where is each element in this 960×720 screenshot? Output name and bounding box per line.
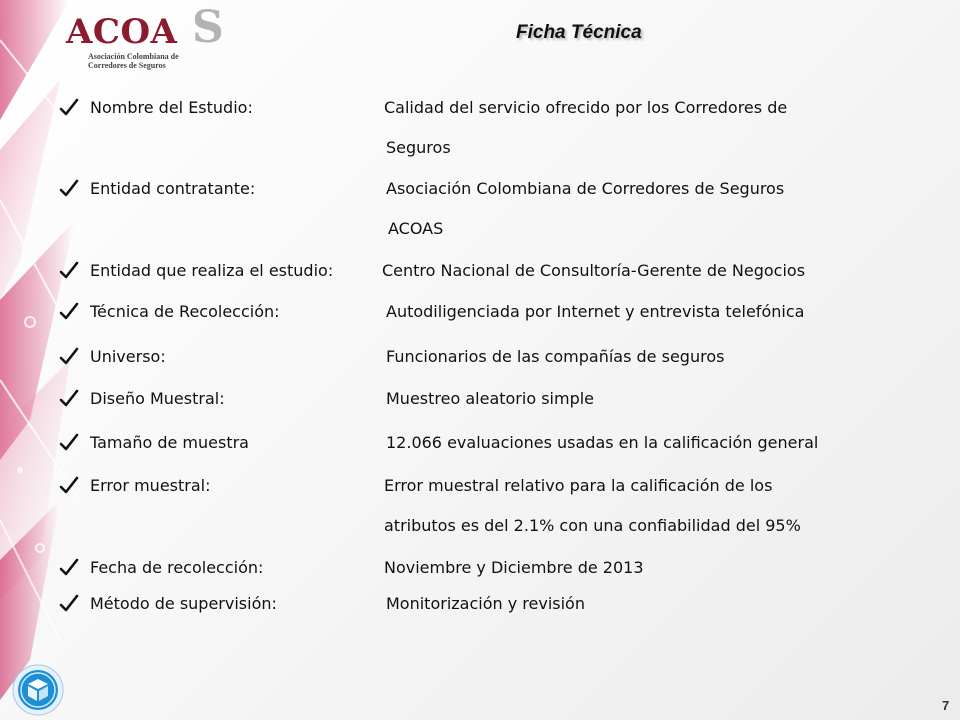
- spec-value: 12.066 evaluaciones usadas en la calificación general: [386, 433, 819, 452]
- logo-s-mark: S: [192, 2, 224, 53]
- page-number: 7: [942, 698, 950, 713]
- spec-label: Nombre del Estudio:: [90, 98, 253, 117]
- spec-value-continued: Seguros: [386, 138, 451, 157]
- spec-value-continued: atributos es del 2.1% con una confiabilidad del 95%: [384, 516, 801, 535]
- checkmark-icon: [58, 301, 80, 323]
- spec-value: Centro Nacional de Consultoría-Gerente de Negocios: [382, 261, 806, 280]
- spec-value: Monitorización y revisión: [386, 594, 585, 613]
- spec-label: Técnica de Recolección:: [90, 302, 280, 321]
- spec-label: Diseño Muestral:: [90, 389, 225, 408]
- page-title: Ficha Técnica: [516, 22, 642, 43]
- spec-label: Método de supervisión:: [90, 594, 277, 613]
- spec-label: Entidad que realiza el estudio:: [90, 261, 334, 280]
- checkmark-icon: [58, 346, 80, 368]
- spec-label: Universo:: [90, 347, 166, 366]
- spec-label: Tamaño de muestra: [90, 433, 249, 452]
- acoas-logo: [66, 2, 226, 72]
- checkmark-icon: [58, 178, 80, 200]
- spec-value: Autodiligenciada por Internet y entrevista telefónica: [386, 302, 805, 321]
- spec-label: Entidad contratante:: [90, 179, 256, 198]
- checkmark-icon: [58, 388, 80, 410]
- spec-value: Funcionarios de las compañías de seguros: [386, 347, 725, 366]
- spec-value: Muestreo aleatorio simple: [386, 389, 595, 408]
- checkmark-icon: [58, 475, 80, 497]
- spec-value: Error muestral relativo para la calificación de los: [384, 476, 773, 495]
- spec-value-continued: ACOAS: [388, 219, 444, 238]
- spec-value: Calidad del servicio ofrecido por los Corredores de: [384, 98, 788, 117]
- logo-subtitle: Asociación Colombiana de Corredores de Seguros: [88, 52, 179, 70]
- checkmark-icon: [58, 97, 80, 119]
- checkmark-icon: [58, 557, 80, 579]
- checkmark-icon: [58, 432, 80, 454]
- spec-value: Noviembre y Diciembre de 2013: [384, 558, 644, 577]
- logo-wordmark: ACOA: [66, 12, 178, 52]
- box-badge-icon: [12, 664, 64, 716]
- checkmark-icon: [58, 593, 80, 615]
- spec-label: Error muestral:: [90, 476, 211, 495]
- spec-value: Asociación Colombiana de Corredores de Seguros: [386, 179, 785, 198]
- spec-label: Fecha de recolección:: [90, 558, 264, 577]
- checkmark-icon: [58, 260, 80, 282]
